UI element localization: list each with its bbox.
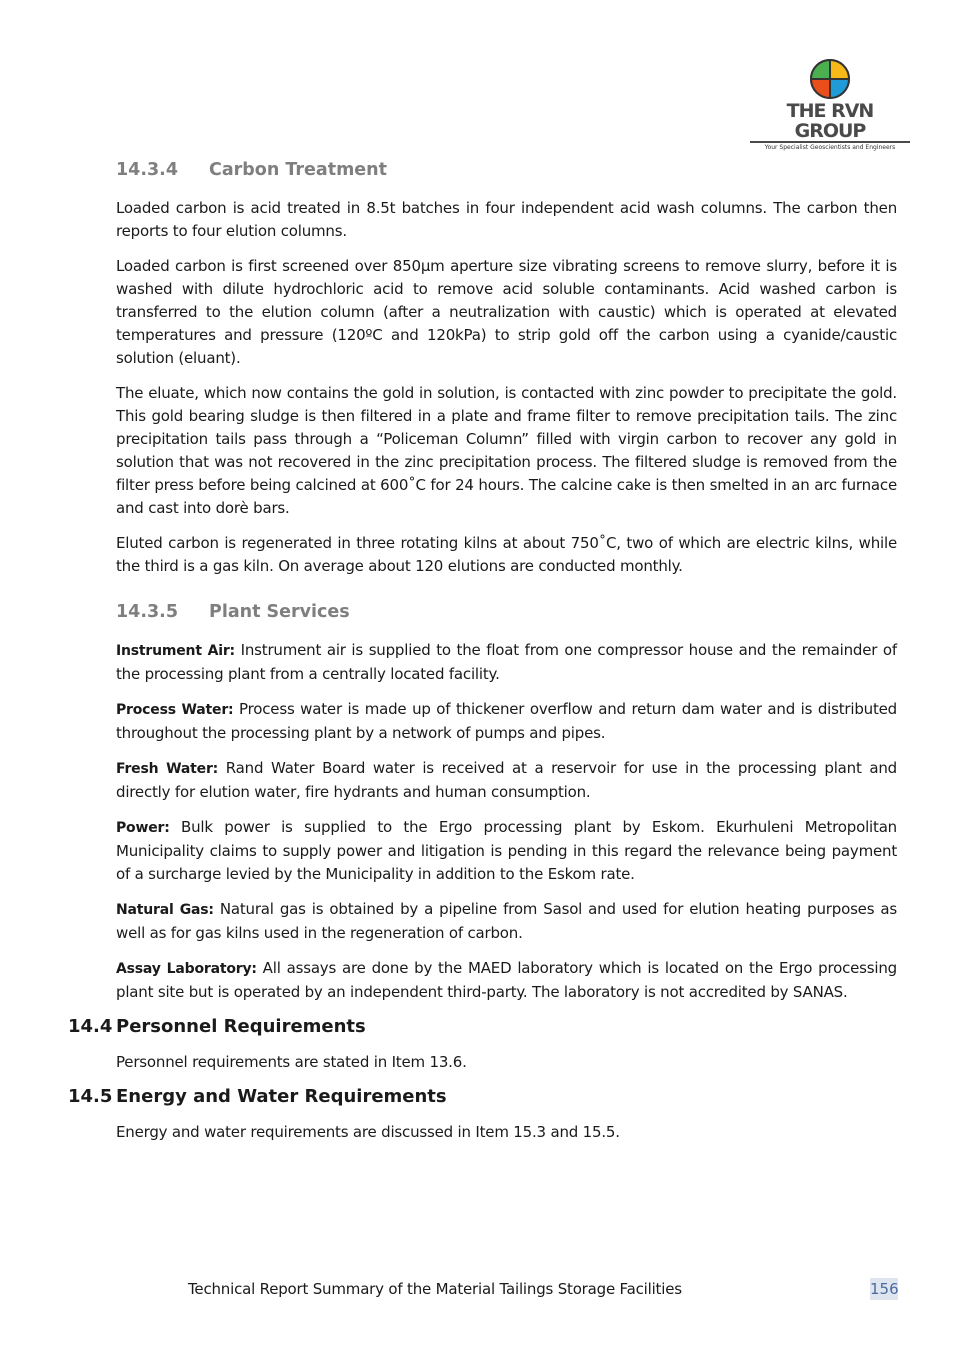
service-text: Bulk power is supplied to the Ergo processing plant by Eskom. Ekurhuleni Metropolitan Municipality claims to supply power and litigation is pending in this regard the relevance being payment of a surcharge levied by the Municipality in addition to the Eskom rate. [116,818,897,883]
service-text: Instrument air is supplied to the float from one compressor house and the remainder of the processing plant from a centrally located facility. [116,641,897,683]
service-item [116,816,897,886]
service-item [116,698,897,745]
heading-title: Personnel Requirements [116,1016,366,1037]
heading-14-5 [68,1086,897,1107]
heading-title: Energy and Water Requirements [116,1086,447,1107]
paragraph: The eluate, which now contains the gold in solution, is contacted with zinc powder to precipitate the gold. This gold bearing sludge is then filtered in a plate and frame filter to remove precipitation tails. The zinc precipitation tails pass through a “Policeman Column” filled with virgin carbon to recover any gold in solution that was not recovered in the zinc precipitation process. The filtered sludge is removed from the filter press before being calcined at 600˚C for 24 hours. The calcine cake is then smelted in an arc furnace and cast into dorè bars. [116,384,897,517]
heading-title: Plant Services [209,602,350,622]
service-label: Power: [116,820,170,836]
logo-circle-icon [809,58,851,100]
service-text: All assays are done by the MAED laboratory which is located on the Ergo processing plant site but is operated by an independent third-party. The laboratory is not accredited by SANAS. [116,959,897,1001]
service-item [116,757,897,804]
service-item [116,898,897,945]
heading-14-4 [68,1016,897,1037]
heading-14-3-4 [116,160,897,180]
heading-14-3-5 [116,602,897,622]
logo-name: THE RVN GROUP [750,101,910,143]
page-content [68,160,897,1156]
heading-title: Carbon Treatment [209,160,387,180]
service-item [116,957,897,1004]
paragraph: Eluted carbon is regenerated in three rotating kilns at about 750˚C, two of which are electric kilns, while the third is a gas kiln. On average about 120 elutions are conducted monthly. [116,534,897,575]
paragraph: Loaded carbon is acid treated in 8.5t batches in four independent acid wash columns. The carbon then reports to four elution columns. [116,199,897,240]
service-item [116,639,897,686]
heading-number: 14.3.5 [116,602,179,622]
service-label: Assay Laboratory: [116,961,257,977]
service-label: Natural Gas: [116,902,214,918]
logo-tagline: Your Specialist Geoscientists and Engineers [764,144,896,151]
service-text: Process water is made up of thickener overflow and return dam water and is distributed throughout the processing plant by a network of pumps and pipes. [116,700,897,742]
service-text: Natural gas is obtained by a pipeline from Sasol and used for elution heating purposes as well as for gas kilns used in the regeneration of carbon. [116,900,897,942]
heading-number: 14.4 [68,1016,113,1037]
heading-number: 14.3.4 [116,160,179,180]
service-label: Instrument Air: [116,643,235,659]
page-number: 156 [870,1280,899,1298]
service-label: Process Water: [116,702,234,718]
heading-number: 14.5 [68,1086,113,1107]
footer-title: Technical Report Summary of the Material Tailings Storage Facilities [188,1280,682,1298]
service-label: Fresh Water: [116,761,219,777]
company-logo [750,58,910,151]
paragraph: Energy and water requirements are discussed in Item 15.3 and 15.5. [116,1123,620,1141]
service-text: Rand Water Board water is received at a reservoir for use in the processing plant and directly for elution water, fire hydrants and human consumption. [116,759,897,801]
paragraph: Personnel requirements are stated in Item 13.6. [116,1053,467,1071]
paragraph: Loaded carbon is first screened over 850µm aperture size vibrating screens to remove slurry, before it is washed with dilute hydrochloric acid to remove acid soluble contaminants. Acid washed carbon is transferred to the elution column (after a neutralization with caustic) which is operated at elevated temperatures and pressure (120ºC and 120kPa) to strip gold off the carbon using a cyanide/caustic solution (eluant). [116,257,897,367]
